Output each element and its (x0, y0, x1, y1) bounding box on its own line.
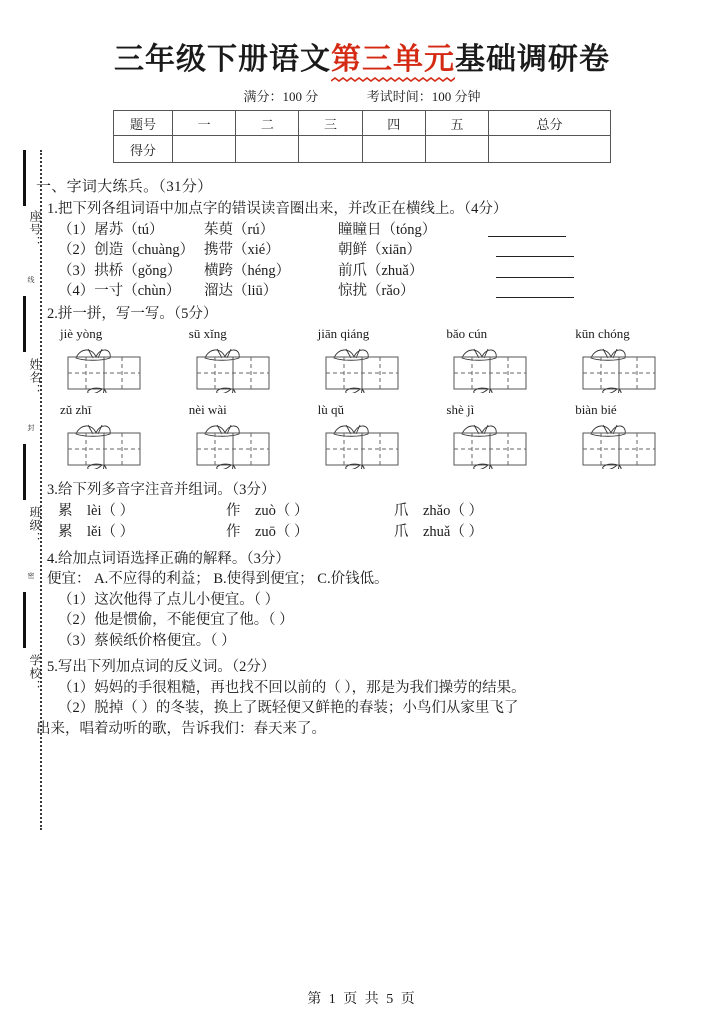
title-suffix: 基础调研卷 (455, 42, 610, 77)
q2-r2-pinyin-4: shè jì (446, 402, 475, 417)
q2-r1-cell-2 (181, 327, 310, 393)
seal-bar-1 (23, 150, 26, 206)
question-4-item-1[interactable]: （1）这次他得了点儿小便宜。（ ） (58, 591, 280, 608)
writing-grid-box[interactable] (316, 421, 416, 469)
score-cell-2[interactable] (236, 136, 299, 163)
q2-r2-cell-1 (52, 403, 181, 469)
exam-time-text: 考试时间：100 分钟 (366, 89, 481, 104)
seal-label-seat-number: 座号： (28, 210, 42, 249)
question-1-row-1 (58, 223, 696, 238)
full-score-text: 满分：100 分 (243, 89, 319, 104)
q1-r3-word-3[interactable]: 前爪（zhuǎ） (338, 262, 424, 279)
question-1-row-3 (58, 264, 696, 279)
q1-r4-answer-line[interactable] (496, 284, 574, 298)
q1-r2-word-2[interactable]: 携带（xié） (204, 242, 280, 258)
q2-r1-cell-1 (52, 327, 181, 393)
q2-r1-pinyin-1: jiè yòng (60, 326, 103, 341)
q2-r2-cell-2 (181, 403, 310, 469)
writing-grid-box[interactable] (58, 345, 158, 393)
seal-mark-feng: 封 (27, 424, 35, 431)
writing-grid-box[interactable] (444, 421, 544, 469)
q2-r1-pinyin-3: jiān qiáng (317, 326, 370, 341)
writing-grid-box[interactable] (573, 345, 673, 393)
q1-r4-word-3[interactable]: 惊扰（rǎo） (338, 283, 415, 299)
seal-bar-3 (23, 444, 26, 500)
q1-r3-word-1[interactable]: （3）拱桥（gǒng） (58, 262, 182, 279)
question-3-row-2 (58, 525, 696, 540)
q3-r2-item-1[interactable]: 累 lěi（ ） (58, 524, 135, 540)
score-table-row-label-score: 得分 (114, 136, 173, 163)
score-table-col-1: 一 (173, 111, 236, 136)
question-3-row-1 (58, 504, 696, 519)
score-table-col-5: 五 (425, 111, 488, 136)
seal-label-class: 班级： (28, 506, 42, 545)
q2-r1-pinyin-4: bǎo cún (446, 326, 488, 341)
score-table-score-row (114, 136, 611, 163)
question-1-prompt: 1.把下列各组词语中加点字的错误读音圈出来，并改正在横线上。（4分） (47, 201, 508, 217)
score-cell-3[interactable] (299, 136, 362, 163)
score-table-col-2: 二 (236, 111, 299, 136)
seal-label-name: 姓名： (28, 358, 42, 397)
question-2-grid-row-2 (52, 403, 696, 469)
exam-meta-line (0, 86, 724, 105)
question-1-row-4 (58, 284, 696, 299)
q2-r2-pinyin-2: nèi wài (188, 402, 227, 417)
seal-label-school: 学校： (28, 654, 42, 693)
score-cell-1[interactable] (173, 136, 236, 163)
writing-grid-box[interactable] (316, 345, 416, 393)
q2-r2-pinyin-5: biàn bié (575, 402, 617, 417)
exam-content (36, 180, 696, 742)
question-4-item-3[interactable]: （3）蔡候纸价格便宜。（ ） (58, 632, 236, 649)
score-table-col-total: 总分 (489, 111, 611, 136)
seal-mark-mi: 密 (27, 572, 35, 579)
q2-r2-cell-3 (310, 403, 439, 469)
seal-mark-xian: 线 (27, 276, 35, 283)
q3-r2-item-3[interactable]: 爪 zhuǎ（ ） (394, 524, 483, 540)
q2-r1-cell-3 (310, 327, 439, 393)
q1-r1-answer-line[interactable] (488, 223, 566, 237)
q2-r2-cell-4 (438, 403, 567, 469)
q1-r4-word-2[interactable]: 溜达（liū） (204, 283, 278, 299)
writing-grid-box[interactable] (444, 345, 544, 393)
score-table (113, 110, 611, 163)
score-table-row-label-number: 题号 (114, 111, 173, 136)
seal-bar-4 (23, 592, 26, 648)
section-heading-1: 一、字词大练兵。（31分） (36, 179, 213, 195)
q1-r1-word-2[interactable]: 茱萸（rú） (204, 221, 275, 238)
question-2-grid-row-1 (52, 327, 696, 393)
q2-r2-cell-5 (567, 403, 696, 469)
writing-grid-box[interactable] (187, 345, 287, 393)
title-unit-highlight (331, 34, 455, 78)
title-unit-text: 第三单元 (331, 43, 455, 76)
writing-grid-box[interactable] (187, 421, 287, 469)
score-table-col-4: 四 (362, 111, 425, 136)
seal-bar-2 (23, 296, 26, 352)
q1-r3-answer-line[interactable] (496, 264, 574, 278)
q2-r1-pinyin-5: kūn chóng (575, 326, 630, 341)
score-table-col-3: 三 (299, 111, 362, 136)
q1-r3-word-2[interactable]: 横跨（héng） (204, 262, 291, 279)
q1-r2-word-1[interactable]: （2）创造（chuàng） (58, 242, 195, 258)
q1-r4-word-1[interactable]: （4）一寸（chùn） (58, 283, 181, 299)
q1-r1-word-3[interactable]: 瞳瞳日（tóng） (338, 221, 437, 238)
question-5-item-2-continued: 出来，唱着动听的歌，告诉我们：春天来了。 (36, 720, 326, 737)
q2-r2-pinyin-1: zǔ zhī (60, 402, 92, 417)
score-cell-5[interactable] (425, 136, 488, 163)
question-3-prompt: 3.给下列多音字注音并组词。（3分） (47, 482, 276, 498)
q1-r2-answer-line[interactable] (496, 243, 574, 257)
q3-r2-item-2[interactable]: 作 zuō（ ） (226, 524, 309, 540)
score-cell-total[interactable] (489, 136, 611, 163)
question-1-row-2 (58, 243, 696, 258)
question-4-item-2[interactable]: （2）他是惯偷，不能便宜了他。（ ） (58, 612, 294, 628)
q2-r1-cell-5 (567, 327, 696, 393)
q2-r1-pinyin-2: sū xǐng (188, 326, 227, 341)
title-wavy-underline (331, 77, 455, 83)
q2-r1-cell-4 (438, 327, 567, 393)
question-4-options: 便宜： A.不应得的利益； B.使得到便宜； C.价钱低。 (47, 571, 389, 587)
page-title (0, 34, 724, 78)
question-5-item-2[interactable]: （2）脱掉（ ）的冬装，换上了既轻便又鲜艳的春装；小鸟们从家里飞了 (58, 700, 519, 716)
writing-grid-box[interactable] (573, 421, 673, 469)
q1-r2-word-3[interactable]: 朝鲜（xiān） (338, 242, 421, 258)
question-2-prompt: 2.拼一拼，写一写。（5分） (47, 305, 218, 322)
title-prefix: 三年级下册语文 (114, 42, 331, 77)
q3-r1-item-2[interactable]: 作 zuò（ ） (226, 502, 309, 519)
writing-grid-box[interactable] (58, 421, 158, 469)
page-footer: 第 1 页 共 5 页 (307, 992, 417, 1007)
question-5-prompt: 5.写出下列加点词的反义词。（2分） (47, 659, 276, 675)
q3-r1-item-1[interactable]: 累 lèi（ ） (58, 502, 135, 519)
score-table-header-row (114, 111, 611, 136)
q1-r1-word-1[interactable]: （1）屠苏（tú） (58, 221, 164, 238)
score-cell-4[interactable] (362, 136, 425, 163)
question-4-prompt: 4.给加点词语选择正确的解释。（3分） (47, 550, 290, 567)
q3-r1-item-3[interactable]: 爪 zhǎo（ ） (394, 502, 483, 519)
q2-r2-pinyin-3: lù qǔ (317, 402, 344, 417)
question-5-item-1[interactable]: （1）妈妈的手很粗糙，再也找不回以前的（ ），那是为我们操劳的结果。 (58, 679, 526, 696)
